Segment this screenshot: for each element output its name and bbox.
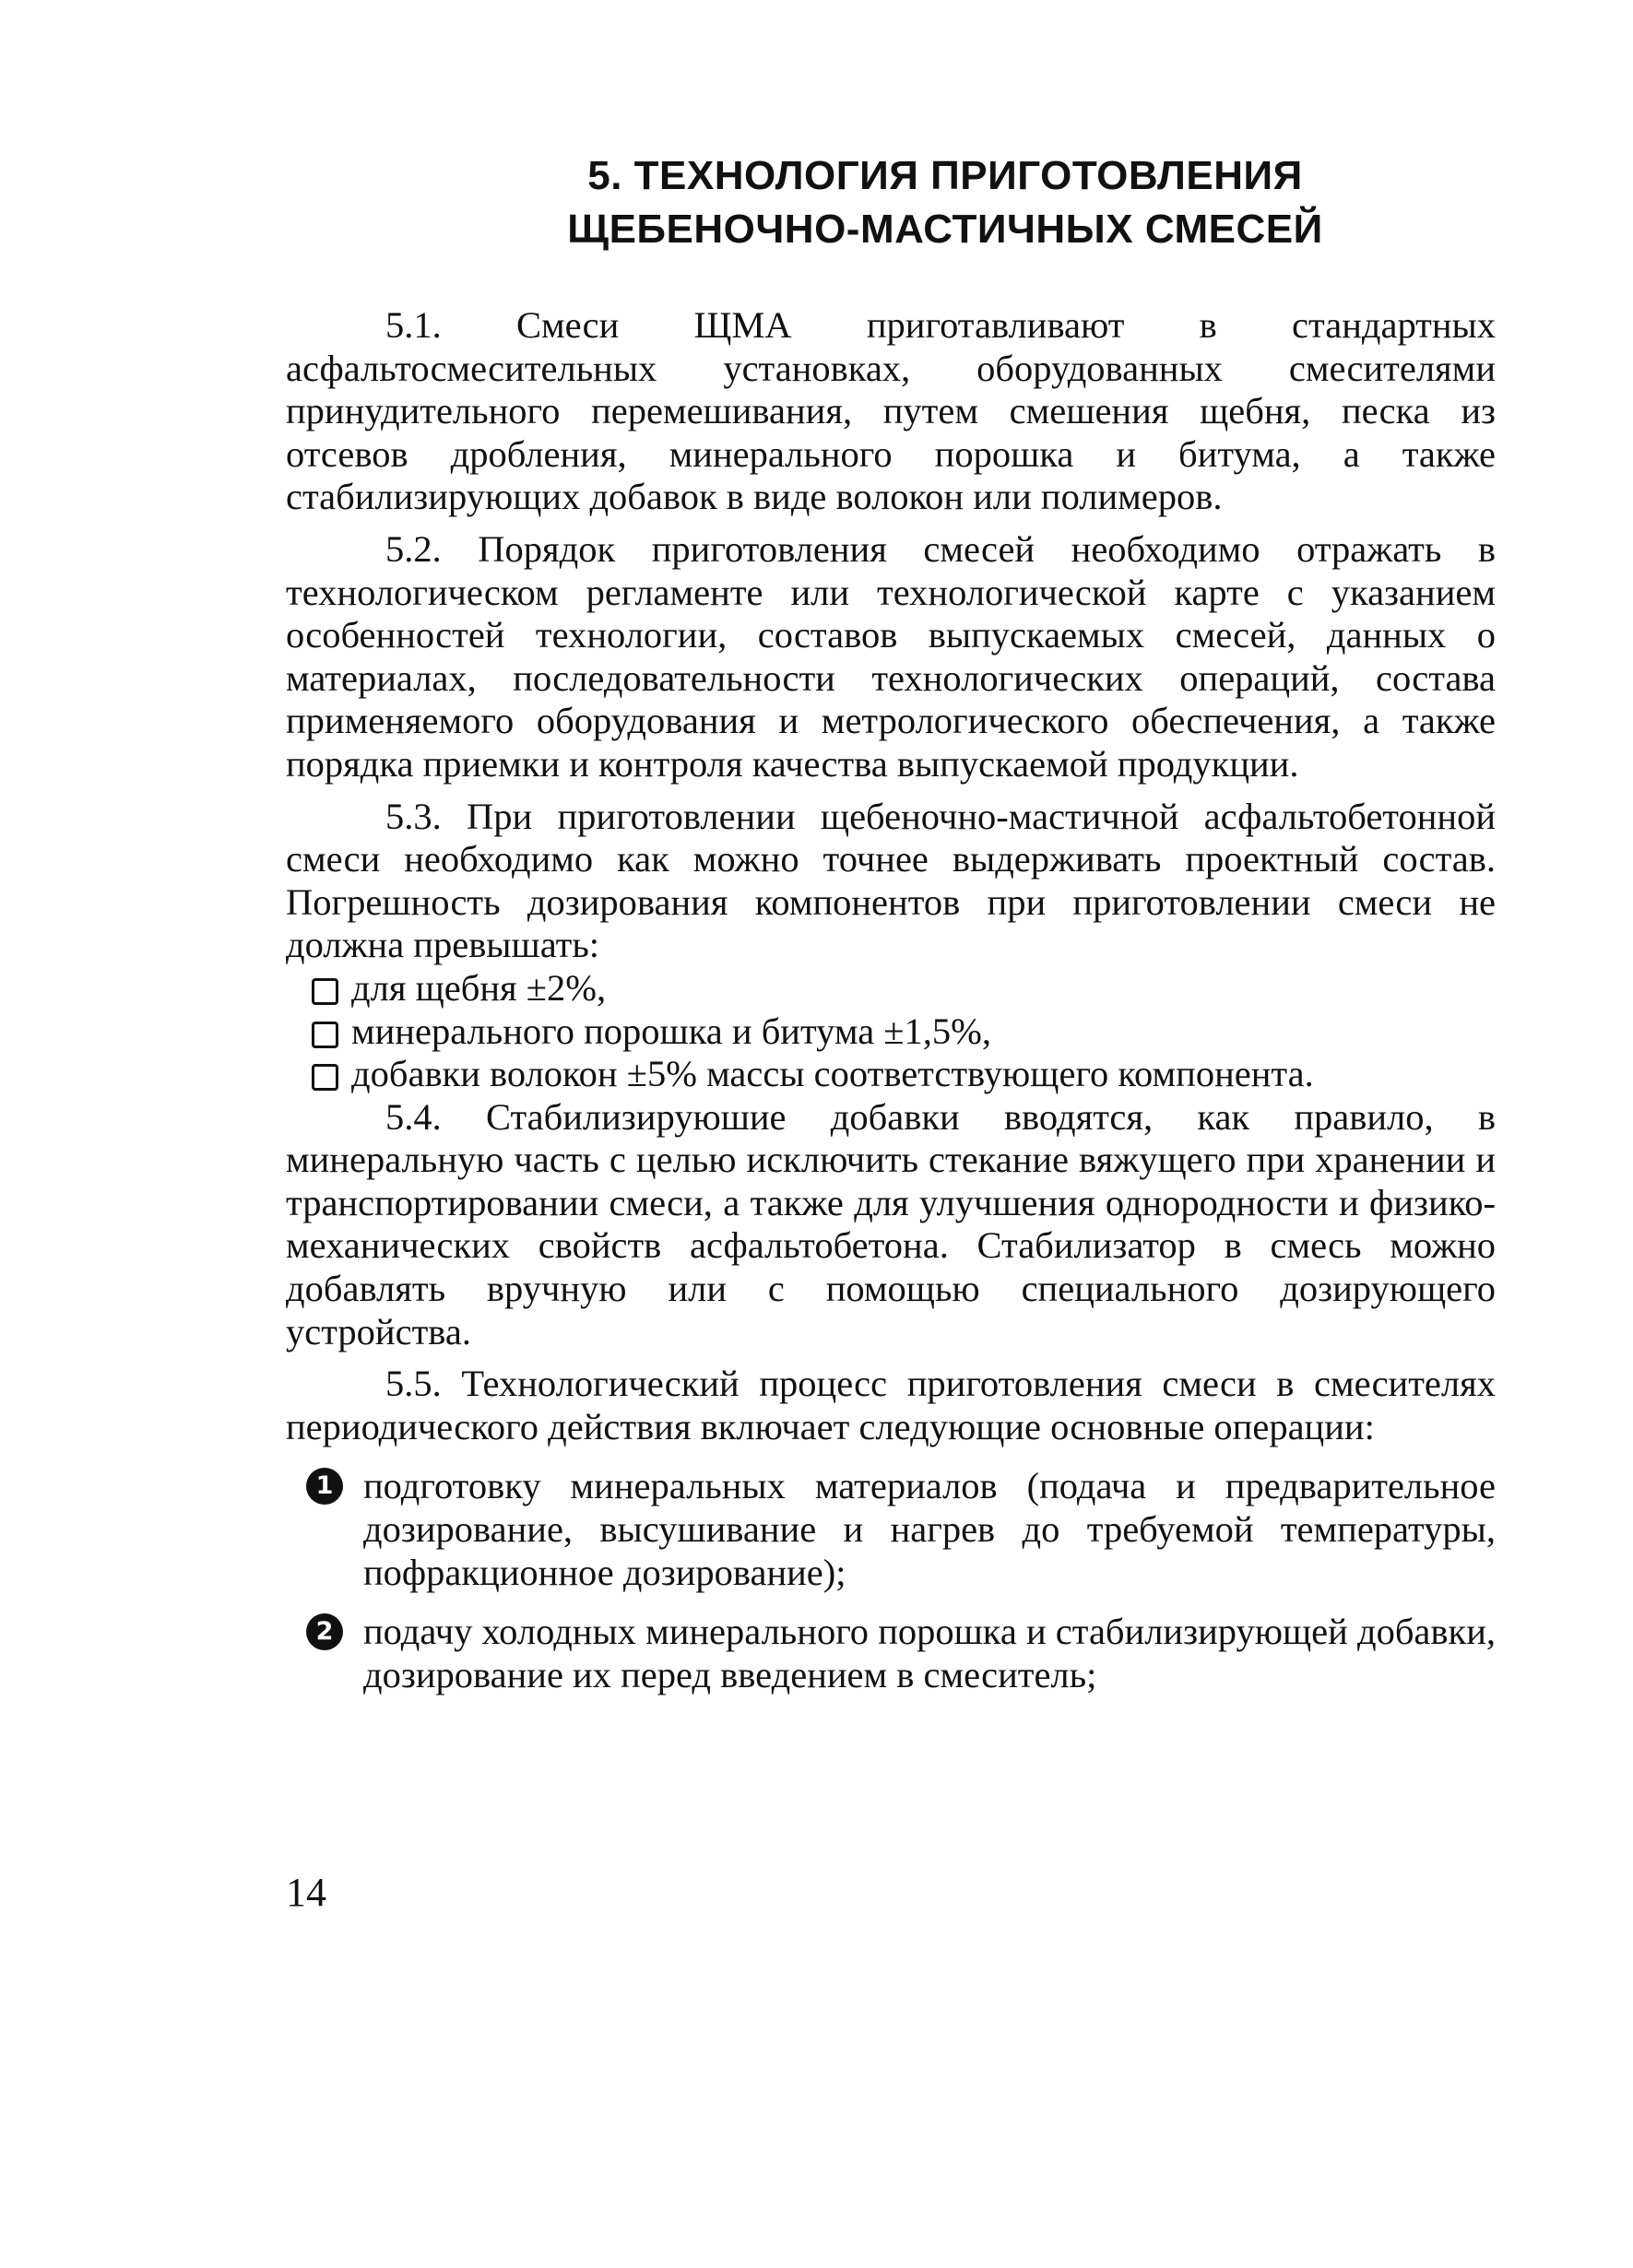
list-item (286, 1465, 1496, 1594)
operations-list (286, 1465, 1496, 1696)
paragraph-5-2: 5.2. Порядок приготовления смесей необходимо отражать в технологическом регламенте или технологической карте с указанием особенностей технологии, составов выпускаемых смесей, данных о материалах, последовательности технологических операций, состава применяемого оборудования и метрологического обеспечения, а также порядка приемки и контроля качества выпускаемой продукции. (286, 527, 1496, 785)
paragraph-5-4: 5.4. Стабилизируюшие добавки вводятся, как правило, в минеральную часть с целью исключить стекание вяжущего при хранении и транспортировании смеси, а также для улучшения однородности и физико-механических свойств асфальтобетона. Стабилизатор в смесь можно добавлять вручную или с помощью специального дозирующего устройства. (286, 1095, 1496, 1353)
number-2-icon: 2 (306, 1613, 343, 1650)
list-item (286, 1053, 1496, 1096)
checkbox-bullet-icon (312, 978, 338, 1005)
list-item-text: добавки волокон ±5% массы соответствующего компонента. (351, 1053, 1314, 1095)
list-item-text: для щебня ±2%, (351, 966, 607, 1009)
list-item (286, 967, 1496, 1010)
list-item (286, 1010, 1496, 1054)
checkbox-bullet-icon (312, 1022, 338, 1048)
paragraph-5-1: 5.1. Смеси ЩМА приготавливают в стандартных асфальтосмесительных установках, оборудованных смесителями принудительного перемешивания, путем смешения щебня, песка из отсевов дробления, минерального порошка и битума, а также стабилизирующих добавок в виде волокон или полимеров. (286, 304, 1496, 518)
tolerance-list (286, 967, 1496, 1096)
checkbox-bullet-icon (312, 1064, 338, 1091)
section-heading-line-1: 5. ТЕХНОЛОГИЯ ПРИГОТОВЛЕНИЯ (587, 153, 1303, 198)
list-item-text: подачу холодных минерального порошка и стабилизирующей добавки, дозирование их перед введением в смеситель; (363, 1611, 1496, 1695)
list-item-text: минерального порошка и битума ±1,5%, (351, 1010, 992, 1052)
number-1-icon: 1 (306, 1468, 343, 1505)
paragraph-5-5: 5.5. Технологический процесс приготовления смеси в смесителях периодического действия включает следующие основные операции: (286, 1363, 1496, 1447)
list-item (286, 1611, 1496, 1696)
list-item-text: подготовку минеральных материалов (подача и предварительное дозирование, высушивание и нагрев до требуемой температуры, пофракционное дозирование); (363, 1465, 1496, 1593)
section-heading-line-2: ЩЕБЕНОЧНО-МАСТИЧНЫХ СМЕСЕЙ (567, 207, 1323, 252)
paragraph-5-3: 5.3. При приготовлении щебеночно-мастичной асфальтобетонной смеси необходимо как можно точнее выдерживать проектный состав. Погрешность дозирования компонентов при приготовлении смеси не должна превышать: (286, 795, 1496, 966)
page-number: 14 (286, 1870, 326, 1915)
section-heading (406, 149, 1485, 256)
section-body (286, 304, 1496, 1713)
